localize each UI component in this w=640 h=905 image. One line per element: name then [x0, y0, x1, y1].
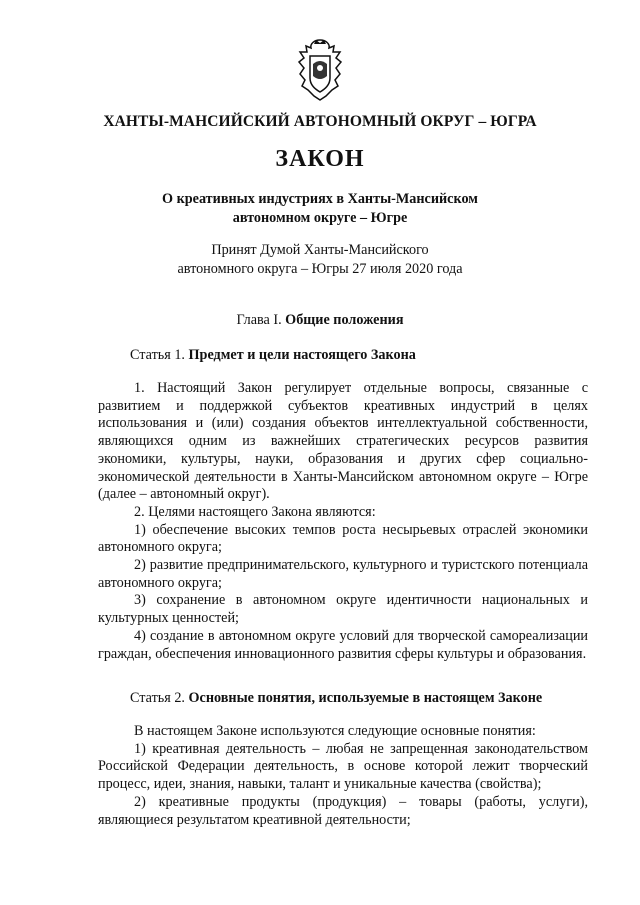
- coat-of-arms-icon: [296, 38, 344, 102]
- paragraph: 2. Целями настоящего Закона являются:: [134, 503, 376, 520]
- chapter-prefix: Глава I.: [236, 312, 282, 328]
- document-title-line: автономном округе – Югре: [232, 210, 408, 226]
- region-name: ХАНТЫ-МАНСИЙСКИЙ АВТОНОМНЫЙ ОКРУГ – ЮГРА: [103, 113, 537, 130]
- article-2-body: [98, 723, 588, 829]
- document-title: [0, 190, 640, 228]
- coat-of-arms-emblem: [296, 38, 344, 102]
- paragraph: 2) креативные продукты (продукция) – товары (работы, услуги), являющиеся результатом креативной деятельности;: [98, 793, 588, 828]
- chapter-heading: [0, 312, 640, 329]
- adoption-line: Принят Думой Ханты-Мансийского: [211, 242, 429, 258]
- article-prefix: Статья 2.: [130, 690, 185, 706]
- chapter-title: Общие положения: [285, 312, 404, 328]
- document-title-line: О креативных индустриях в Ханты-Мансийском: [162, 191, 478, 207]
- paragraph: В настоящем Законе используются следующие основные понятия:: [134, 723, 536, 739]
- article-2-heading: [130, 690, 542, 707]
- paragraph: 1) креативная деятельность – любая не запрещенная законодательством Российской Федерации деятельность, в основе которой лежит творческий процесс, идеи, знания, навыки, талант и уникальные качества (свойства);: [98, 740, 588, 793]
- article-1-body: [98, 380, 588, 663]
- adoption-line: автономного округа – Югры 27 июля 2020 года: [177, 261, 463, 277]
- paragraph: 3) сохранение в автономном округе идентичности национальных и культурных ценностей;: [98, 592, 588, 627]
- paragraph: 2) развитие предпринимательского, культурного и туристского потенциала автономного округа;: [98, 557, 588, 591]
- article-prefix: Статья 1.: [130, 347, 185, 363]
- paragraph: 1. Настоящий Закон регулирует отдельные вопросы, связанные с развитием и поддержкой субъектов креативных индустрий в целях использования и (или) создания объектов интеллектуальной собственности, являющихся одним из важнейших стратегических ресурсов развития экономики, культуры, науки, образования и других сфер социально-экономической деятельности в Ханты-Мансийском автономном округе – Югре (далее – автономный округ).: [98, 380, 588, 503]
- article-1-heading: [130, 347, 416, 364]
- adoption-note: [0, 241, 640, 279]
- article-title: Основные понятия, используемые в настоящем Законе: [188, 690, 543, 706]
- document-type: ЗАКОН: [275, 146, 365, 172]
- paragraph: 4) создание в автономном округе условий для творческой самореализации граждан, обеспечения инновационного развития сферы культуры и образования.: [98, 627, 588, 662]
- article-title: Предмет и цели настоящего Закона: [188, 347, 416, 363]
- paragraph: 1) обеспечение высоких темпов роста несырьевых отраслей экономики автономного округа;: [98, 521, 588, 556]
